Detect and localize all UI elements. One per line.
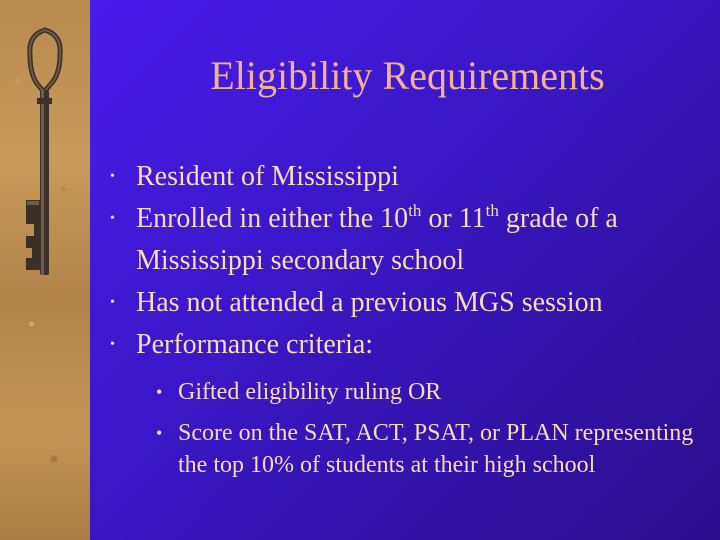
bullet-text: Has not attended a previous MGS session [136,287,603,318]
bullet-text: Enrolled in either the 10 [136,203,409,234]
bullet-list [110,156,710,490]
bullet-item [110,156,710,198]
sub-bullet-list [156,376,710,481]
bullet-icon: • [156,382,163,402]
bullet-icon: • [110,295,115,310]
sub-bullet-text: Gifted eligibility ruling OR [178,379,442,405]
slide-title: Eligibility Requirements [210,53,605,98]
bullet-icon: • [156,423,163,443]
bullet-item [110,324,710,366]
superscript: th [408,201,422,220]
sub-bullet-text: Score on the SAT, ACT, PSAT, or PLAN representing the top 10% of students at their high school [178,420,694,478]
sub-bullet-item [156,376,710,408]
bullet-text: grade of a Mississippi secondary school [136,203,618,276]
superscript: th [485,201,499,220]
bullet-icon: • [110,211,115,226]
bullet-text: Performance criteria: [136,329,374,360]
key-icon [0,0,90,290]
bullet-text: or 11 [421,203,486,234]
bullet-icon: • [110,337,115,352]
bullet-text: Resident of Mississippi [136,161,399,192]
wood-sidebar [0,0,90,540]
bullet-item [110,282,710,324]
bullet-icon: • [110,169,115,184]
sub-bullet-item [156,417,710,481]
bullet-item [110,198,710,282]
